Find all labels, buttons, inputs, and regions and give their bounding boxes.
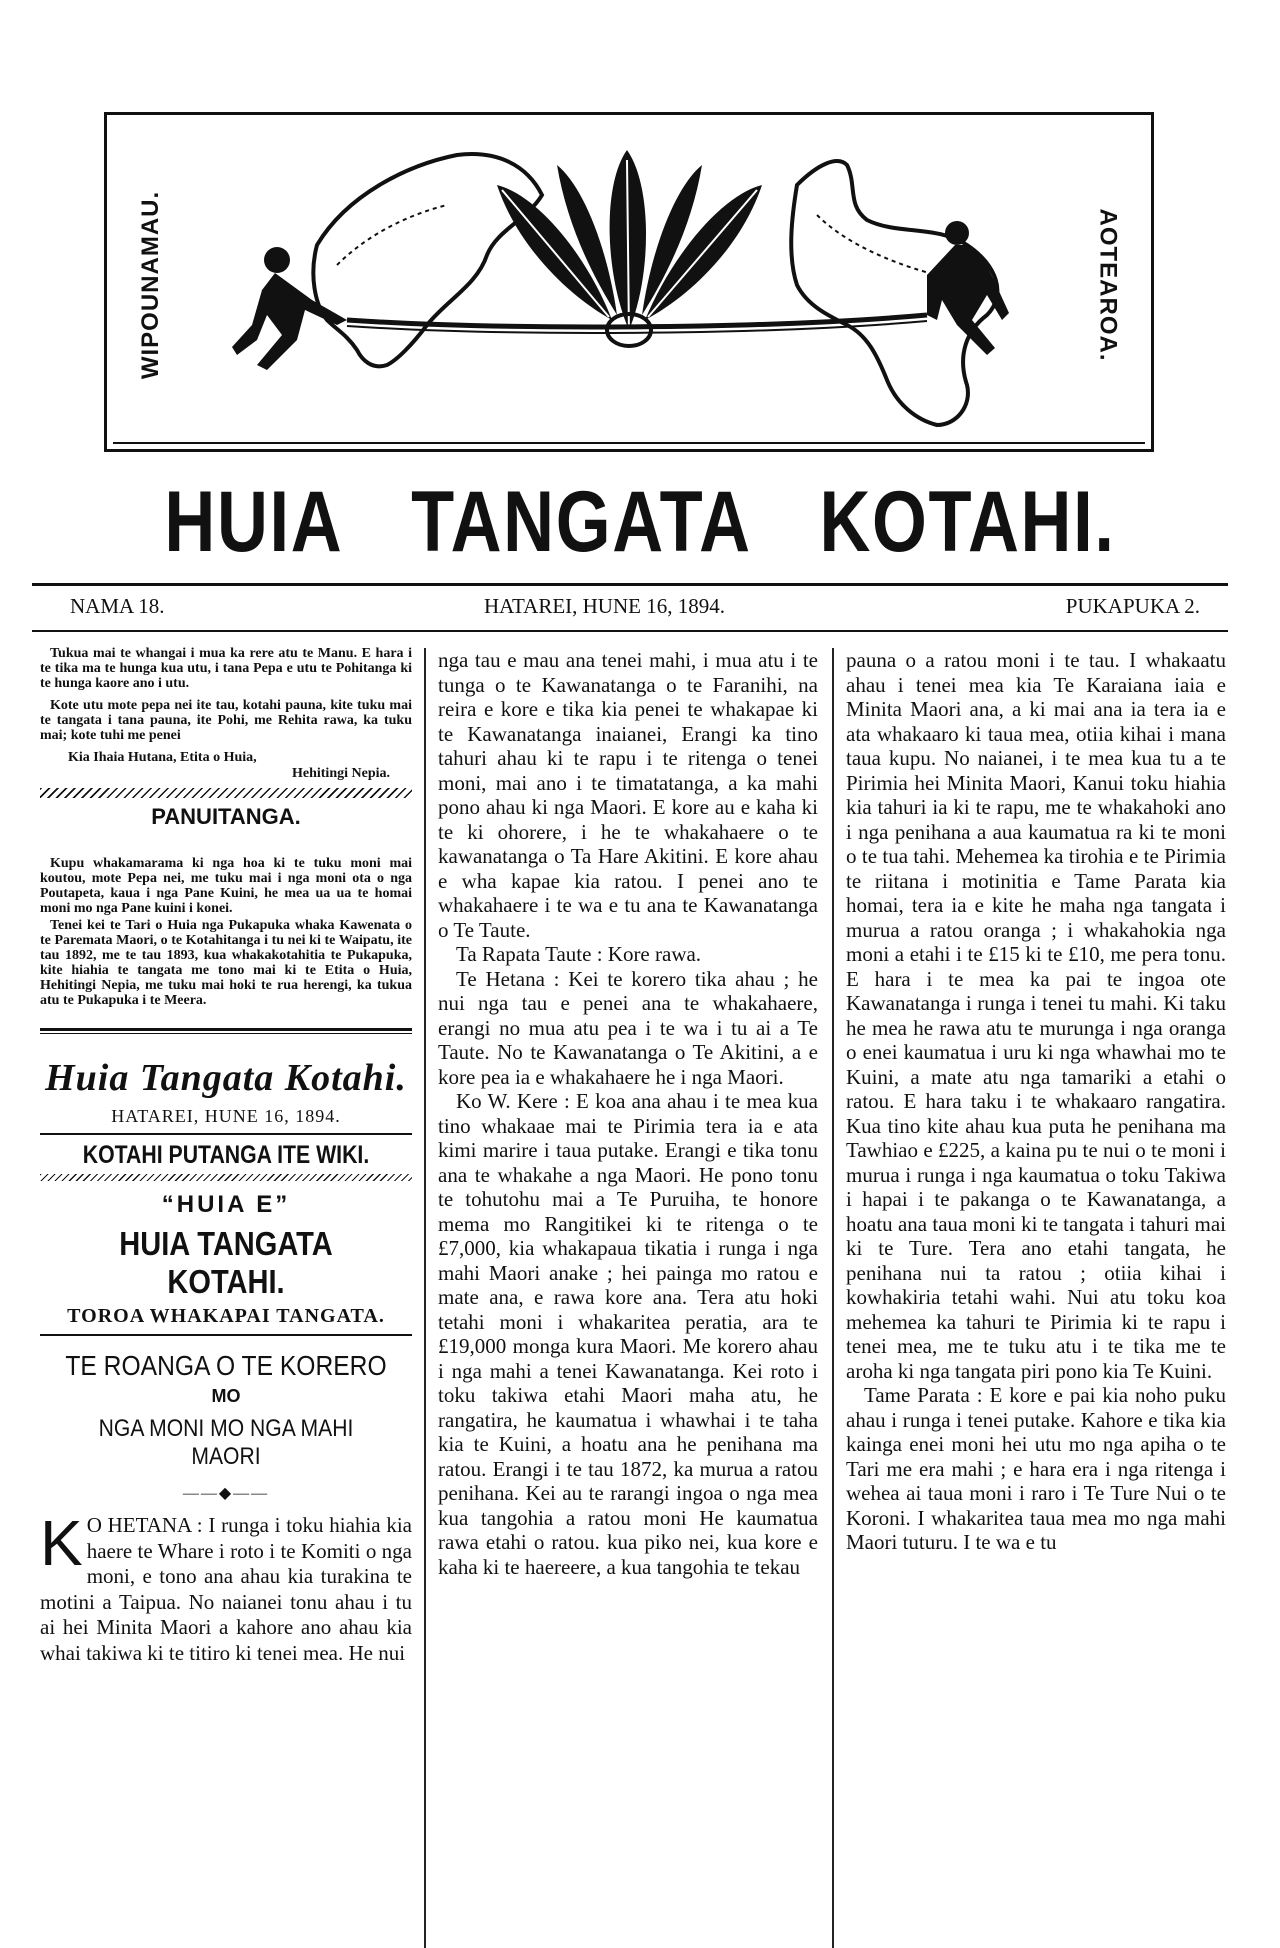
article-paragraph: KO HETANA : I runga i toku hiahia kia haere te Whare i roto i te Komiti o nga moni, e tono ana ahau kia turakina te motini a Taipua. No naianei tonu ahau i tu ai hei Minita Maori a kahore ano ahau kia whai takiwa ki te titiro ki tenei mea. He nui — [40, 1507, 412, 1665]
masthead-illustration — [197, 125, 1057, 445]
issue-page: PUKAPUKA 2. — [1065, 594, 1200, 618]
header-rule — [32, 583, 1228, 586]
section-rule — [40, 1334, 412, 1336]
motto-toroa: TOROA WHAKAPAI TANGATA. — [67, 1305, 385, 1327]
column-rule — [832, 648, 834, 1948]
article-paragraph: nga tau e mau ana tenei mahi, i mua atu i te tunga o te Kawanatanga o te Faranihi, na reira e kore e tika kia penei te whakapae ki te Kawanatanga inaianei, Erangi ka tino tahuri ahau ki te rapu i te ritenga o tenei moni, mai ano i te timatatanga, a ka mahi pono ahau ki nga Maori. E kore au e kaha ki te ki ohorere, i he te whakahaere o te kawanatanga o Ta Hare Akitini. E kore ahau e wha kapae kia ratou. I penei ano te whakahaere i te wa e tu ana te Kawanatanga o Te Taute. — [438, 648, 818, 942]
editor-address: Kia Ihaia Hutana, Etita o Huia, — [68, 750, 257, 765]
wavy-divider — [40, 1174, 412, 1181]
subscription-notice: Tukua mai te whangai i mua ka rere atu te Manu. E hara i te tika ma te hunga kua utu, i tana Pepa e utu te Pohitanga ki te hunga kaore ano i utu. — [40, 646, 412, 691]
left-figure — [232, 247, 347, 370]
newspaper-title: HUIA TANGATA KOTAHI. — [164, 474, 1116, 570]
masthead-frame — [104, 112, 1154, 452]
panuitanga-heading: PANUITANGA. — [151, 804, 301, 829]
masthead-left-label: WIPOUNAMAU. — [137, 190, 165, 380]
issue-info-bar — [32, 594, 1228, 624]
article-title: TE ROANGA O TE KORERO — [65, 1350, 387, 1381]
south-island-map — [313, 154, 542, 366]
weekly-heading: KOTAHI PUTANGA ITE WIKI. — [82, 1141, 370, 1169]
column-2 — [438, 648, 818, 1579]
price-notice: Kote utu mote pepa nei ite tau, kotahi pauna, kite tuku mai te tangata i tana pauna, ite Pohi, me Rehita rawa, ka tuku mai; kote tuhi me penei — [40, 698, 412, 743]
panui-paragraph: Kupu whakamarama ki nga hoa ki te tuku moni mai koutou, mote Pepa nei, me tuku mai i nga moni ota o nga Poutapeta, kaua i nga Pane Kuini, he mea ua ua te homai moni mo nga Pane kuini i konei. — [40, 856, 412, 916]
column-3 — [846, 648, 1226, 1555]
section-rule — [40, 1133, 412, 1135]
motto-huia-tangata-kotahi: HUIA TANGATA KOTAHI. — [119, 1225, 333, 1300]
issue-number: NAMA 18. — [70, 594, 165, 618]
ornament-separator: ——◆—— — [182, 1485, 270, 1502]
masthead-right-label: AOTEAROA. — [1094, 208, 1121, 362]
wavy-divider — [40, 788, 412, 798]
right-figure — [927, 221, 1009, 355]
article-title-connector: MO — [211, 1386, 241, 1406]
issue-date: HATAREI, HUNE 16, 1894. — [484, 594, 725, 618]
column-1 — [40, 646, 412, 1666]
article-paragraph: Tame Parata : E kore e pai kia noho puku ahau i runga i tenei putake. Kahore e tika kia kainga enei moni hei utu mo nga apiha o te Tari me era mahi ; e hara era i nga ritenga i wehea ai taua moni i raro i Te Ture Nui o te Koroni. I whakaritea taua mea mo nga mahi Maori tuturu. I te wa e tu — [846, 1383, 1226, 1554]
article-paragraph: Ta Rapata Taute : Kore rawa. — [456, 942, 702, 966]
article-paragraph: Te Hetana : Kei te korero tika ahau ; he nui nga tau e penei ana te whakahaere, erangi no mua atu pea i te wa i tu ai a Te Taute. No te Kawanatanga o Te Akitini, a e kore pea ia e whakahaere he i nga Maori. — [438, 966, 818, 1089]
header-rule — [32, 630, 1228, 632]
article-subtitle: NGA MONI MO NGA MAHI MAORI — [98, 1415, 354, 1470]
section-rule — [40, 1033, 412, 1034]
nameplate-date: HATAREI, HUNE 16, 1894. — [111, 1106, 341, 1126]
section-rule — [40, 1028, 412, 1031]
panui-paragraph: Tenei kei te Tari o Huia nga Pukapuka whaka Kawenata o te Paremata Maori, o te Kotahitanga i tu nei ki te Waipatu, ite tau 1892, me te tau 1893, kua whakakotahitia te Pukapuka, kite hiahia te tangata me tono mai ki te Etita o Huia, Hehitingi Nepia, me tuku mai hoki te rua herengi, ka tukua atu te Pukapuka i te Meera. — [40, 918, 412, 1008]
nameplate-title: Huia Tangata Kotahi. — [45, 1057, 407, 1099]
column-rule — [424, 648, 426, 1948]
article-paragraph: pauna o a ratou moni i te tau. I whakaatu ahau i tenei mea kia Te Karaiana iaia e Minita Maori ana, a ki mai ana ia tera ia e ata whakaaro ki taua mea, otiia kihai i mana taua kupu. No naianei, i te mea kua tu a te Pirimia hei Minita Maori, Kanui toku hiahia kia tahuri ia ki te rapu, me te whakahoki ano i nga penihana a aua kaumatua ra ki te moni o te tua tahi. Mehemea ka tirohia e te Pirimia te riitana i motinitia e Tame Parata kia homai, tera ia e kite he maha nga tangata i murua a ratou oranga ; i whakahokia nga moni a etahi i te £15 ki te £10, me pera tonu. E hara i te mea ka pai te ingoa ote Kawanatanga i runga i tenei tu mahi. Ki taku he mea he rawa atu te murunga i nga oranga o enei kaumatua i uru ki nga whawhai mo te Kuini, a mate atu nga tamariki a etahi o ratou. E hara taku i te whakaaro rangatira. Kua tino kite ahau kua puta he penihana ma Tawhiao e £225, a kaina pu te nui o te moni i murua i runga i nga kaumatua o toku Takiwa i hapai i te pakanga o te Kawanatanga, a hoatu ana taua moni ki te tangata i tahuri mai ki te Ture. Tera ano etahi tangata, he penihana nui ta ratou ; otiia kihai i kowhakiria tetahi wahi. Nui atu toku koa mehemea ka tahuri te Pirimia ki te rapu i tenei mea, me te tuku atu i te tika me te aroha ki nga tangata piri pono kia Te Kuini. — [846, 648, 1226, 1383]
motto-huia-e: “HUIA E” — [161, 1191, 291, 1218]
article-paragraph: Ko W. Kere : E koa ana ahau i te mea kua tino whakaae mai te Pirimia tera ia e ata kimi marire i taua putake. Erangi e tika tonu ana te whakahe a nga Maori. He pono tonu te tohutohu mai a Te Puruiha, te honore mema mo Rangitikei ki te ritenga o te £7,000, kia whakapaua tikatia i runga i nga mahi Maori anake ; hei painga mo ratou e mate ana, e rawa kore ana. Tera atu hoki tetahi moni i whakaritea peratia, ara te £19,000 monga kura Maori. Me korero ahau i nga mahi a tenei Kawanatanga. Kei roto i toku takiwa etahi Maori maha atu, he rangatira, he kaumatua i whawhai i te taha kia te Kuini, a hoatu ana he penihana ma ratou. Erangi i te tau 1872, ka murua a ratou penihana. Kei au te rarangi ingoa o nga mea kua tangohia a ratou moni He kaumatua rawa etahi o ratou. kua piko nei, kua kore e kaha ki te haereere, a kua tangohia te tekau — [438, 1089, 818, 1579]
publisher-signature: Hehitingi Nepia. — [291, 766, 390, 781]
